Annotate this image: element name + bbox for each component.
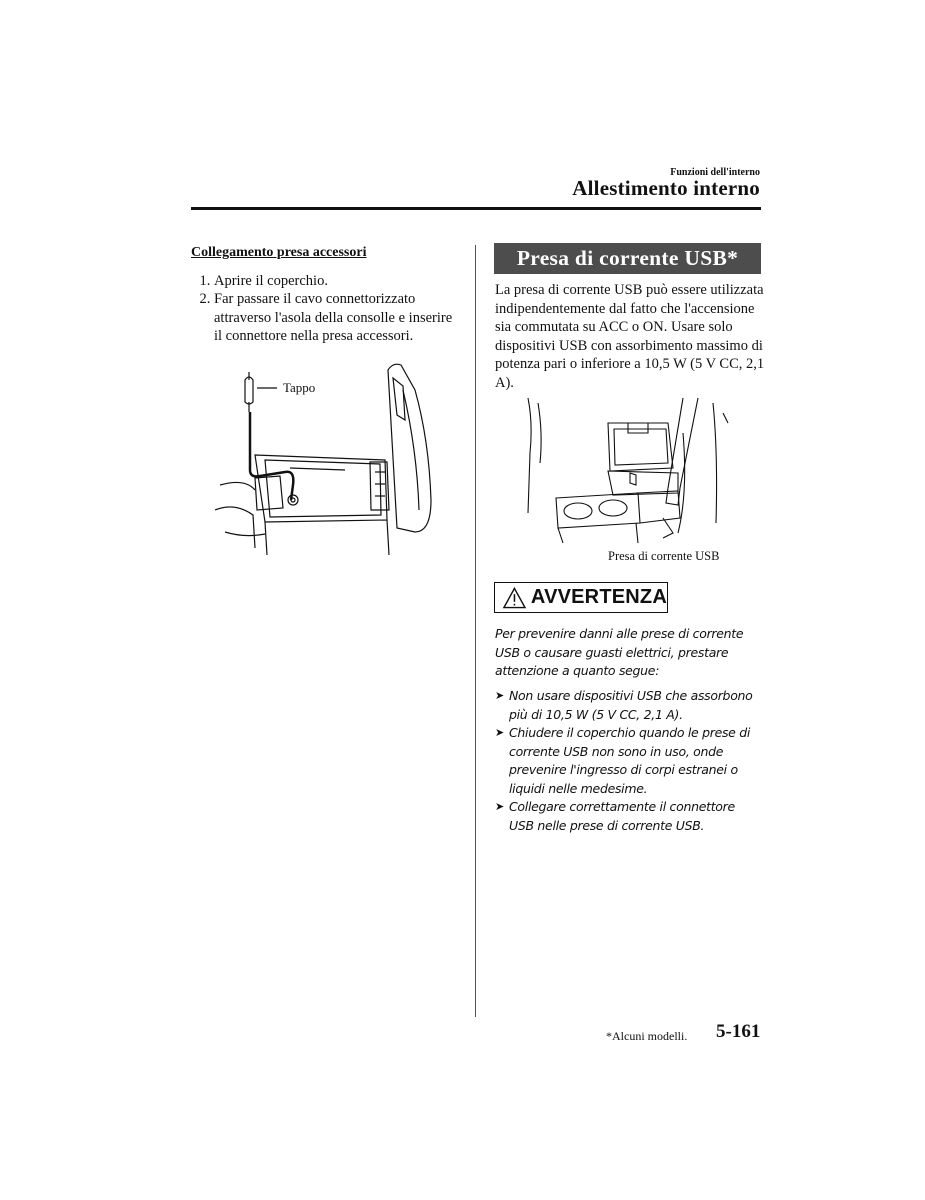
warning-item bbox=[495, 798, 763, 835]
warning-intro: Per prevenire danni alle prese di corrente USB o causare guasti elettrici, prestare attenzione a quanto segue: bbox=[495, 626, 744, 678]
warning-item-text: Collegare correttamente il connettore USB nelle prese di corrente USB. bbox=[509, 799, 735, 833]
left-column bbox=[191, 244, 461, 346]
column-divider bbox=[475, 245, 476, 1017]
warning-item-text: Non usare dispositivi USB che assorbono più di 10,5 W (5 V CC, 2,1 A). bbox=[509, 688, 753, 722]
warning-triangle-icon bbox=[502, 586, 527, 610]
section-subtitle: Funzioni dell'interno bbox=[670, 167, 760, 178]
usb-section-title: Presa di corrente USB* bbox=[494, 243, 761, 274]
usb-description: La presa di corrente USB può essere utilizzata indipendentemente dal fatto che l'accensione sia commutata su ACC o ON. Usare solo dispositivi USB con assorbimento massimo di potenza pari o inferiore a 10,5 W (5 V CC, 2,1 A). bbox=[495, 282, 765, 391]
figure-label-cap: Tappo bbox=[283, 380, 316, 395]
step-item: 2. Far passare il cavo connettorizzato attraverso l'asola della consolle e inserire il connettore nella presa accessori. bbox=[214, 290, 461, 346]
page-number: 5-161 bbox=[716, 1021, 761, 1042]
warning-list bbox=[495, 687, 763, 835]
usb-socket-illustration bbox=[518, 393, 733, 565]
step-item: 1. Aprire il coperchio. bbox=[214, 272, 461, 291]
arrow-bullet-icon: ➤ bbox=[495, 726, 504, 739]
arrow-bullet-icon: ➤ bbox=[495, 800, 504, 813]
steps-list bbox=[191, 272, 461, 346]
accessory-socket-illustration bbox=[205, 360, 445, 560]
arrow-bullet-icon: ➤ bbox=[495, 689, 504, 702]
figure-label-usb: Presa di corrente USB bbox=[608, 549, 720, 563]
warning-item bbox=[495, 724, 763, 798]
warning-item bbox=[495, 687, 763, 724]
subheading: Collegamento presa accessori bbox=[191, 245, 367, 260]
header-rule bbox=[191, 207, 761, 210]
footnote: *Alcuni modelli. bbox=[606, 1029, 688, 1043]
warning-label: AVVERTENZA bbox=[530, 586, 667, 608]
section-title: Allestimento interno bbox=[572, 176, 760, 200]
warning-item-text: Chiudere il coperchio quando le prese di corrente USB non sono in uso, onde prevenire l'ingresso di corpi estranei o liquidi nelle medesime. bbox=[509, 725, 751, 796]
warning-box bbox=[494, 582, 668, 613]
